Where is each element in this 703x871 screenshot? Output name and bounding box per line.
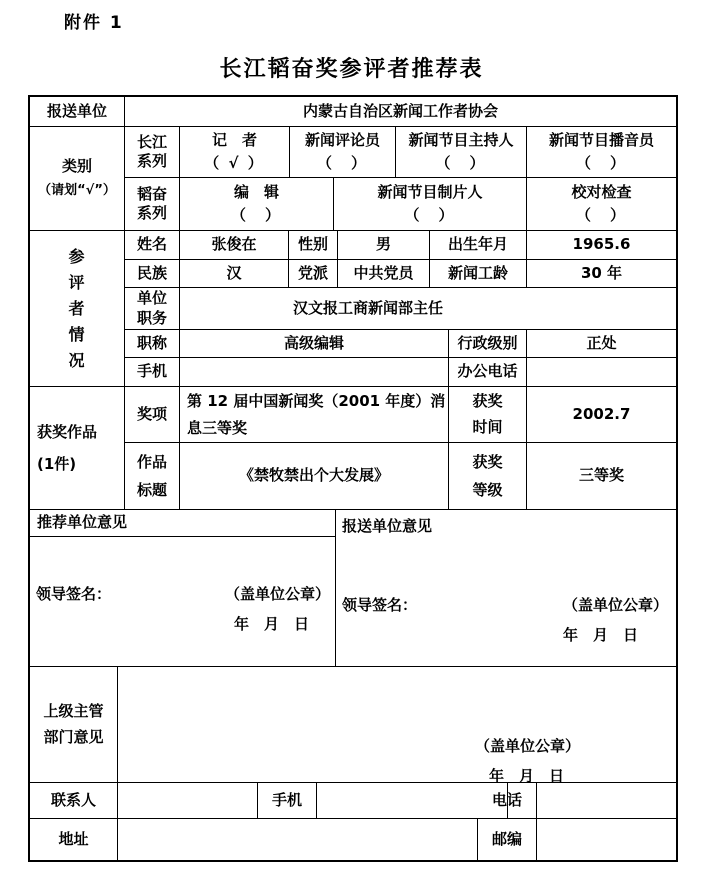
page-title: 长江韬奋奖参评者推荐表 — [219, 57, 484, 82]
date-placeholder: 年 月 日 — [562, 626, 638, 644]
vertical-char: 评 — [68, 272, 86, 292]
name-label: 姓名 — [125, 231, 180, 260]
postcode-value — [537, 819, 676, 860]
option-name: 记 者 — [211, 130, 257, 149]
option-checkbox: （ ） — [575, 206, 627, 224]
vertical-char: 者 — [68, 298, 86, 318]
label-line: 单位 — [136, 289, 167, 307]
option-name: 新闻节目制片人 — [377, 182, 483, 201]
party-label: 党派 — [289, 260, 338, 288]
superior-opinion-body — [118, 667, 676, 783]
report-unit-value: 内蒙古自治区新闻工作者协会 — [125, 97, 676, 127]
mobile-label: 手机 — [125, 358, 180, 387]
option-name: 校对检查 — [571, 182, 632, 201]
vertical-char: 况 — [68, 350, 86, 370]
name-value: 张俊在 — [180, 231, 289, 260]
category-note: （请划“√”） — [38, 182, 116, 198]
recommendation-form-table — [28, 95, 678, 862]
label-line: 获奖 — [472, 392, 503, 410]
report-unit-label: 报送单位 — [30, 97, 125, 127]
recommend-opinion-title: 推荐单位意见 — [30, 510, 336, 537]
stamp-note: （盖单位公章） — [562, 596, 668, 614]
label-line: (1件) — [37, 455, 77, 473]
label-line: 标题 — [136, 481, 167, 499]
award-time-value: 2002.7 — [527, 387, 676, 443]
option-checkbox: （ ） — [404, 206, 456, 224]
label-line: 作品 — [136, 452, 167, 471]
gender-label: 性别 — [289, 231, 338, 260]
option-checkbox: （ ） — [316, 154, 368, 172]
vertical-char: 参 — [68, 246, 86, 266]
award-grade-value: 三等奖 — [527, 443, 676, 510]
unit-post-label — [125, 288, 180, 330]
label-line: 等级 — [472, 481, 503, 499]
series-line: 系列 — [136, 152, 167, 170]
label-line: 上级主管 — [43, 702, 104, 720]
option-commentator — [290, 127, 396, 178]
award-section-label — [30, 387, 125, 510]
vertical-char: 情 — [68, 324, 86, 344]
contact-phone-value — [537, 783, 676, 819]
option-name: 新闻节目主持人 — [408, 130, 514, 149]
birth-label: 出生年月 — [430, 231, 527, 260]
work-title-label — [125, 443, 180, 510]
option-name: 新闻节目播音员 — [548, 130, 654, 149]
admin-rank-label: 行政级别 — [449, 330, 527, 358]
series-line: 系列 — [136, 204, 167, 222]
address-value — [118, 819, 478, 860]
mobile-value — [180, 358, 449, 387]
sign-label: 领导签名： — [342, 596, 418, 614]
contact-person-value — [118, 783, 258, 819]
contact-mobile-label: 手机 — [258, 783, 317, 819]
label-line: 职务 — [136, 308, 167, 327]
option-editor — [180, 178, 334, 231]
birth-value: 1965.6 — [527, 231, 676, 260]
title-label: 职称 — [125, 330, 180, 358]
stamp-note: （盖单位公章） — [474, 737, 580, 755]
award-time-label — [449, 387, 527, 443]
category-label: 类别 — [61, 157, 92, 176]
option-checkbox: （ ） — [575, 154, 627, 172]
submit-opinion-title: 报送单位意见 — [342, 517, 433, 535]
prize-value: 第 12 届中国新闻奖（2001 年度）消息三等奖 — [180, 387, 449, 443]
option-producer — [334, 178, 527, 231]
option-host — [396, 127, 527, 178]
label-line: 获奖 — [472, 452, 503, 471]
series-line: 韬奋 — [136, 184, 167, 203]
recommend-opinion-body — [30, 537, 336, 667]
option-name: 编 辑 — [233, 182, 279, 201]
option-checkbox: （ ） — [230, 206, 282, 224]
date-placeholder: 年 月 日 — [488, 767, 564, 785]
option-proofreader — [527, 178, 676, 231]
title-value: 高级编辑 — [180, 330, 449, 358]
work-title-value: 《禁牧禁出个大发展》 — [180, 443, 449, 510]
date-placeholder: 年 月 日 — [233, 615, 309, 633]
changjiang-series-label — [125, 127, 180, 178]
label-line: 部门意见 — [43, 727, 104, 746]
series-line: 长江 — [136, 132, 167, 151]
postcode-label: 邮编 — [478, 819, 537, 860]
contact-person-label: 联系人 — [30, 783, 118, 819]
gender-value: 男 — [338, 231, 430, 260]
admin-rank-value: 正处 — [527, 330, 676, 358]
address-label: 地址 — [30, 819, 118, 860]
option-name: 新闻评论员 — [304, 130, 380, 149]
option-announcer — [527, 127, 676, 178]
category-label-cell — [30, 127, 125, 231]
party-value: 中共党员 — [338, 260, 430, 288]
option-checkbox: （ ） — [435, 154, 487, 172]
ethnicity-label: 民族 — [125, 260, 180, 288]
participant-section-label — [30, 231, 125, 387]
superior-opinion-label — [30, 667, 118, 783]
unit-post-value: 汉文报工商新闻部主任 — [180, 288, 676, 330]
label-line: 获奖作品 — [37, 423, 98, 441]
sign-label: 领导签名： — [36, 585, 112, 603]
attachment-label: 附件 1 — [64, 13, 124, 33]
ethnicity-value: 汉 — [180, 260, 289, 288]
contact-phone-label: 电话 — [478, 783, 537, 819]
office-phone-value — [527, 358, 676, 387]
stamp-note: （盖单位公章） — [224, 585, 330, 603]
seniority-label: 新闻工龄 — [430, 260, 527, 288]
submit-opinion-cell — [336, 510, 676, 667]
award-grade-label — [449, 443, 527, 510]
taofen-series-label — [125, 178, 180, 231]
option-checkbox: （ √ ） — [204, 154, 265, 172]
option-reporter — [180, 127, 290, 178]
label-line: 时间 — [472, 417, 503, 436]
prize-label: 奖项 — [125, 387, 180, 443]
office-phone-label: 办公电话 — [449, 358, 527, 387]
seniority-value: 30 年 — [527, 260, 676, 288]
